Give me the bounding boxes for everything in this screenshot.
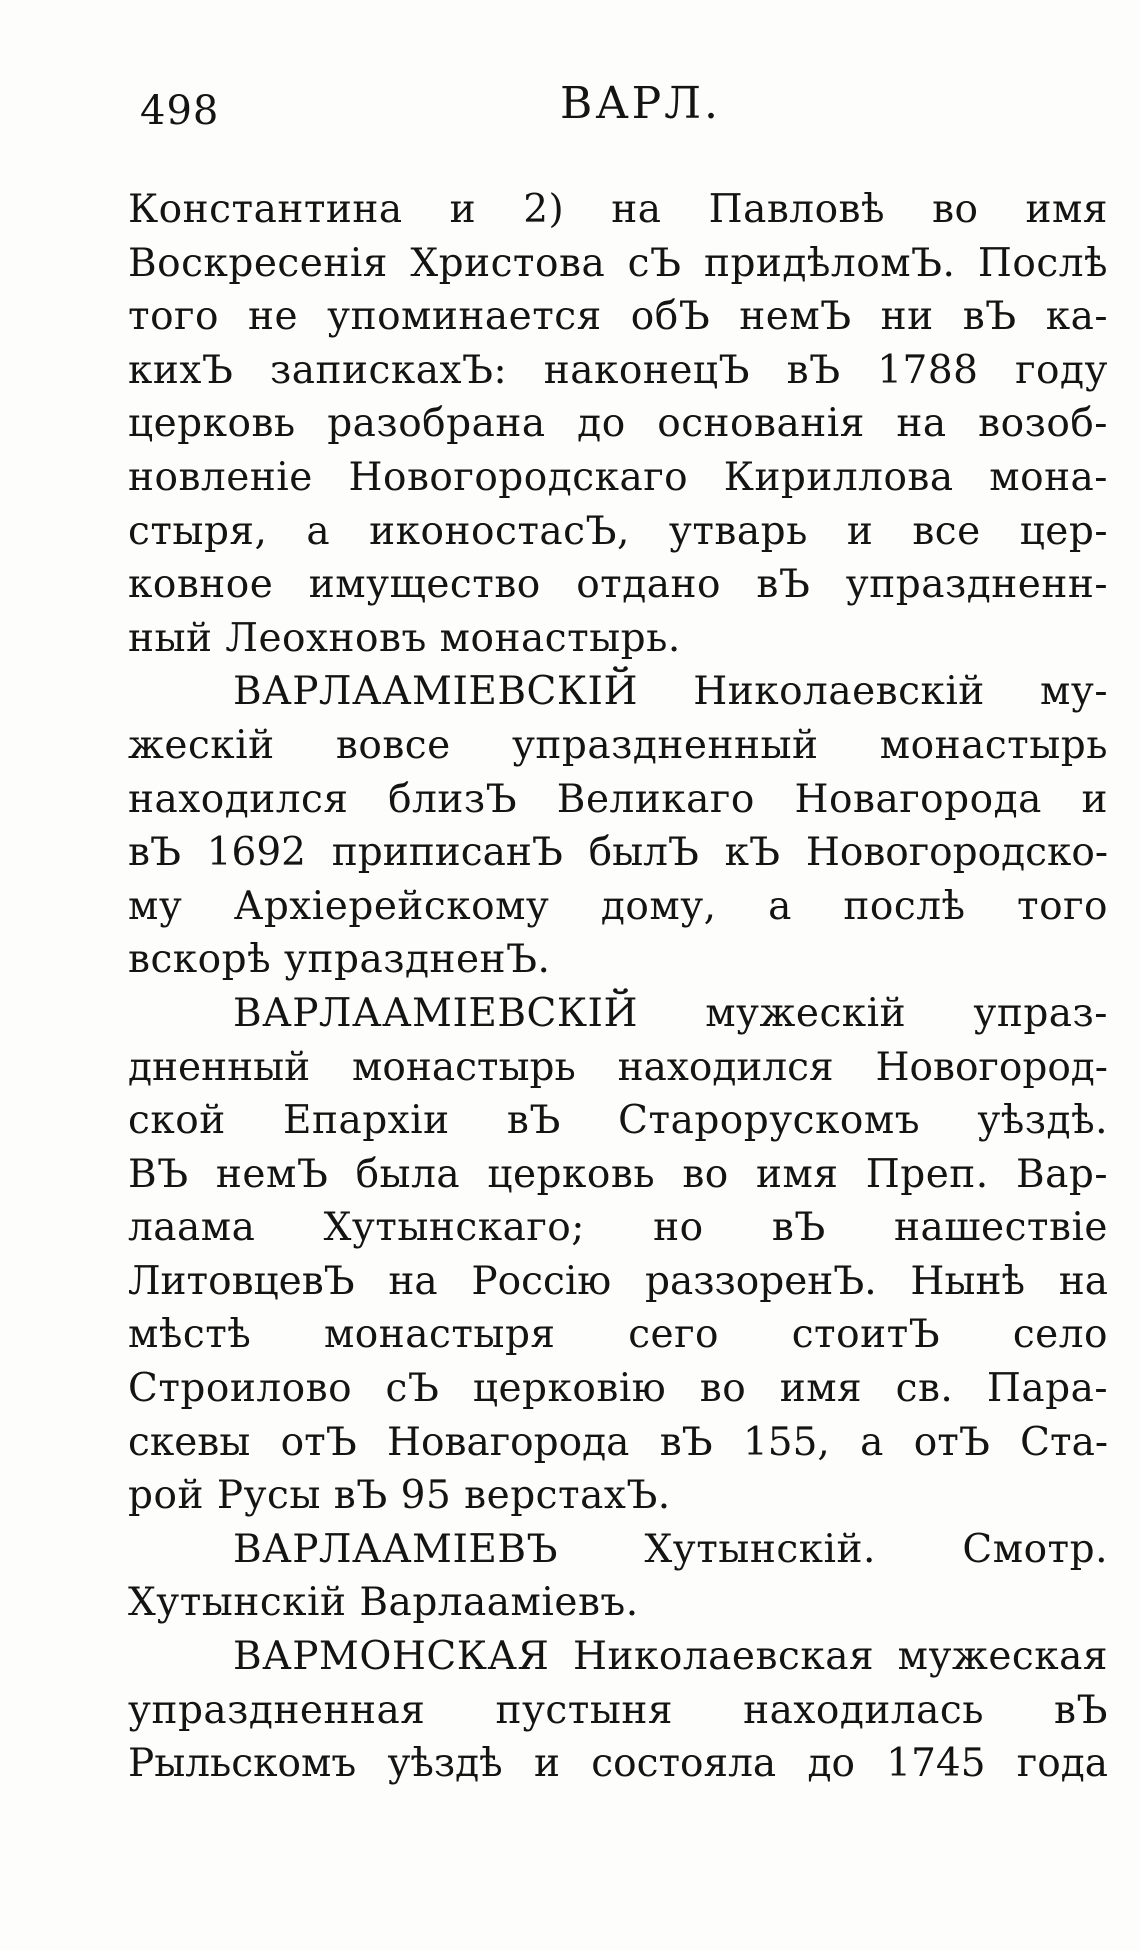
text-line: рой Русы вЪ 95 верстахЪ. xyxy=(128,1473,671,1519)
text-line: ВЪ немЪ была церковь во имя Преп. Вар- xyxy=(128,1151,1108,1197)
text-line: ковное имущество отдано вЪ упраздненн- xyxy=(128,562,1108,608)
text-line: новленіе Новогородскаго Кириллова мона- xyxy=(128,454,1108,500)
text-line: Воскресенія Христова сЪ придѣломЪ. Послѣ xyxy=(128,240,1108,286)
text-line: скевы отЪ Новагорода вЪ 155, а отЪ Ста- xyxy=(128,1419,1108,1465)
text-line: дненный монастырь находился Новогород- xyxy=(128,1044,1108,1090)
text-line: жескій вовсе упраздненный монастырь xyxy=(128,722,1108,768)
page-number: 498 xyxy=(140,88,220,134)
text-line: мѣстѣ монастыря сего стоитЪ село xyxy=(128,1312,1108,1358)
entry-heading-line: ВАРМОНСКАЯ Николаевская мужеская xyxy=(233,1634,1108,1680)
text-line: Рыльскомъ уѣздѣ и состояла до 1745 года xyxy=(128,1741,1108,1787)
text-line: ской Епархіи вЪ Старорускомъ уѣздѣ. xyxy=(128,1098,1108,1144)
text-body xyxy=(128,183,1108,1791)
text-line: Строилово сЪ церковію во имя св. Пара- xyxy=(128,1366,1108,1412)
text-line: стыря, а иконостасЪ, утварь и все цер- xyxy=(128,508,1108,554)
text-line: ЛитовцевЪ на Россію раззоренЪ. Нынѣ на xyxy=(128,1258,1108,1304)
text-line: Константина и 2) на Павловѣ во имя xyxy=(128,187,1108,232)
text-line: церковь разобрана до основанія на возоб- xyxy=(128,401,1108,447)
text-line: того не упоминается обЪ немЪ ни вЪ ка- xyxy=(128,294,1108,340)
text-line: му Архіерейскому дому, а послѣ того xyxy=(128,883,1108,929)
entry-heading-line: ВАРЛААМІЕВСКІЙ мужескій упраз- xyxy=(233,990,1108,1036)
text-line: вскорѣ упраздненЪ. xyxy=(128,937,551,983)
page-header xyxy=(140,70,1110,140)
text-line: находился близЪ Великаго Новагорода и xyxy=(128,776,1108,822)
text-line: кихЪ запискахЪ: наконецЪ вЪ 1788 году xyxy=(128,347,1108,393)
entry-heading-line: ВАРЛААМІЕВЪ Хутынскій. Смотр. xyxy=(233,1526,1108,1572)
text-line: лаама Хутынскаго; но вЪ нашествіе xyxy=(128,1205,1108,1251)
text-line: вЪ 1692 приписанЪ былЪ кЪ Новогородско- xyxy=(128,830,1108,876)
entry-heading-line: ВАРЛААМІЕВСКІЙ Николаевскій му- xyxy=(233,669,1108,715)
text-line: Хутынскій Варлааміевъ. xyxy=(128,1580,639,1626)
text-line: ный Леохновъ монастырь. xyxy=(128,615,681,661)
text-line: упраздненная пустыня находилась вЪ xyxy=(128,1687,1108,1733)
running-head: ВАРЛ. xyxy=(560,78,721,129)
